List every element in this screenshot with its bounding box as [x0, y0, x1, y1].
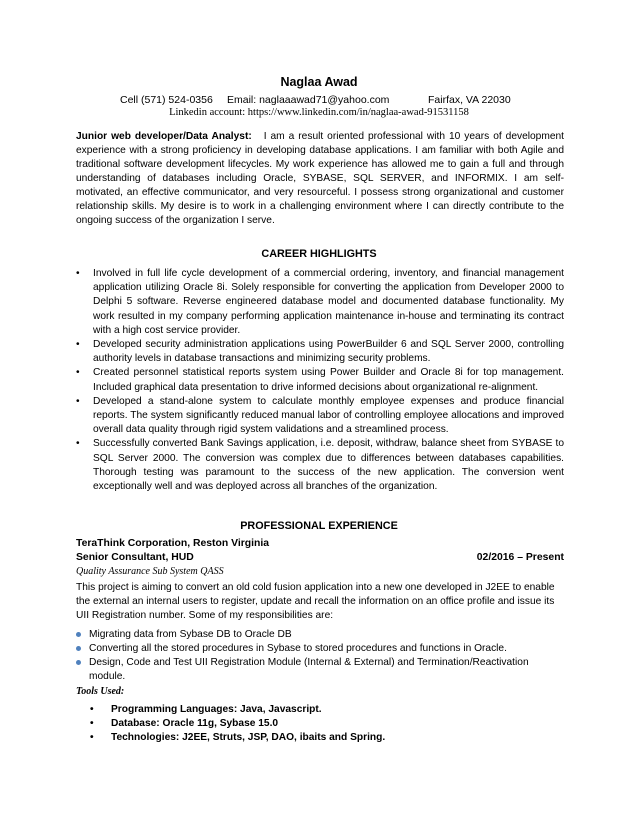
list-item: • Created personnel statistical reports system using Power Builder and Oracle 8i for top management. Included graphical data presentation to drive informed decisions about organizational re-alignment. [76, 367, 564, 393]
responsibilities-list [76, 628, 564, 684]
career-highlights-heading: CAREER HIGHLIGHTS [261, 248, 377, 260]
bullet-icon [76, 660, 81, 665]
summary-body: I am a result oriented professional with 10 years of development experience with a strong proficiency in developing database applications. I am familiar with both Agile and traditional software development lifecycles. My work experience has allowed me to gain a full and through understanding of databases including Oracle, SYBASE, SQL SERVER, and INFORMIX. I am self-motivated, an effective communicator, and very resourceful. I possess strong organizational and customer relationship skills. My desire is to work in a challenging environment where I can directly contribute to the ongoing success of the organization I serve. [76, 131, 564, 226]
bullet-icon: • [90, 704, 94, 715]
job-dates: 02/2016 – Present [476, 552, 564, 563]
list-item: • Successfully converted Bank Savings application, i.e. deposit, withdraw, balance sheet from SYBASE to SQL Server 2000. The conversion was complex due to differences between databases capabilities. Thorough testing was paramount to the success of the new application. The conversion went exceptionally well and was deployed across all branches of the organization. [76, 438, 564, 493]
project-description: This project is aiming to convert an old cold fusion application into a new one developed in J2EE to enable the external an internal users to register, update and recall the information on an office profile and issue its UII Registration number. Some of my responsibilities are: [76, 582, 555, 621]
tools-used-label: Tools Used: [76, 686, 125, 697]
list-item: • Technologies: J2EE, Struts, JSP, DAO, ibaits and Spring. [90, 732, 386, 743]
summary-paragraph [76, 130, 564, 228]
bullet-icon: • [76, 395, 80, 407]
list-item: Converting all the stored procedures in Sybase to stored procedures and functions in Oracle. [76, 642, 564, 656]
bullet-icon: • [76, 438, 80, 450]
location: Fairfax, VA 22030 [428, 94, 511, 106]
list-item: • Programming Languages: Java, Javascript. [90, 704, 322, 715]
bullet-icon: • [76, 268, 80, 279]
linkedin-link[interactable]: Linkedin account: https://www.linkedin.com/in/naglaa-awad-91531158 [169, 107, 469, 118]
bullet-icon: • [76, 339, 80, 351]
project-name: Quality Assurance Sub System QASS [76, 566, 224, 577]
cell-phone: Cell (571) 524-0356 [120, 94, 213, 106]
bullet-icon [76, 646, 81, 651]
bullet-icon: • [90, 718, 94, 729]
email-address: Email: naglaaawad71@yahoo.com [227, 94, 390, 106]
company-name: TeraThink Corporation, Reston Virginia [76, 538, 270, 549]
summary-title: Junior web developer/Data Analyst: [76, 131, 252, 142]
professional-experience-heading: PROFESSIONAL EXPERIENCE [240, 520, 398, 532]
candidate-name: Naglaa Awad [280, 75, 358, 89]
bullet-icon: • [76, 367, 80, 379]
list-item: • Developed a stand-alone system to calculate monthly employee expenses and produce financial reports. The system significantly reduced manual labor of controlling employee allocations and improved overall data quality through rigid system validations and a streamlined process. [76, 395, 564, 436]
list-item: Migrating data from Sybase DB to Oracle DB [76, 628, 564, 642]
bullet-icon: • [90, 732, 94, 743]
list-item: • Database: Oracle 11g, Sybase 15.0 [90, 718, 279, 729]
list-item: Design, Code and Test UII Registration Module (Internal & External) and Termination/Reactivation module. [76, 656, 564, 684]
tools-list [90, 703, 550, 745]
list-item: • Developed security administration applications using PowerBuilder 6 and SQL Server 2000, controlling authority levels in database transactions and minimizing security problems. [76, 339, 564, 365]
bullet-icon [76, 632, 81, 637]
list-item: • Involved in full life cycle development of a commercial ordering, inventory, and financial management application utilizing Oracle 8i. Solely responsible for converting the application from Developer 2000 to Delphi 5 software. Reverse engineered database model and documented database functionality. My work resulted in my company performing application maintenance in-house and terminating its contract with a high cost service provider. [76, 268, 564, 336]
career-highlights-list [76, 267, 564, 494]
job-role: Senior Consultant, HUD [76, 552, 194, 563]
